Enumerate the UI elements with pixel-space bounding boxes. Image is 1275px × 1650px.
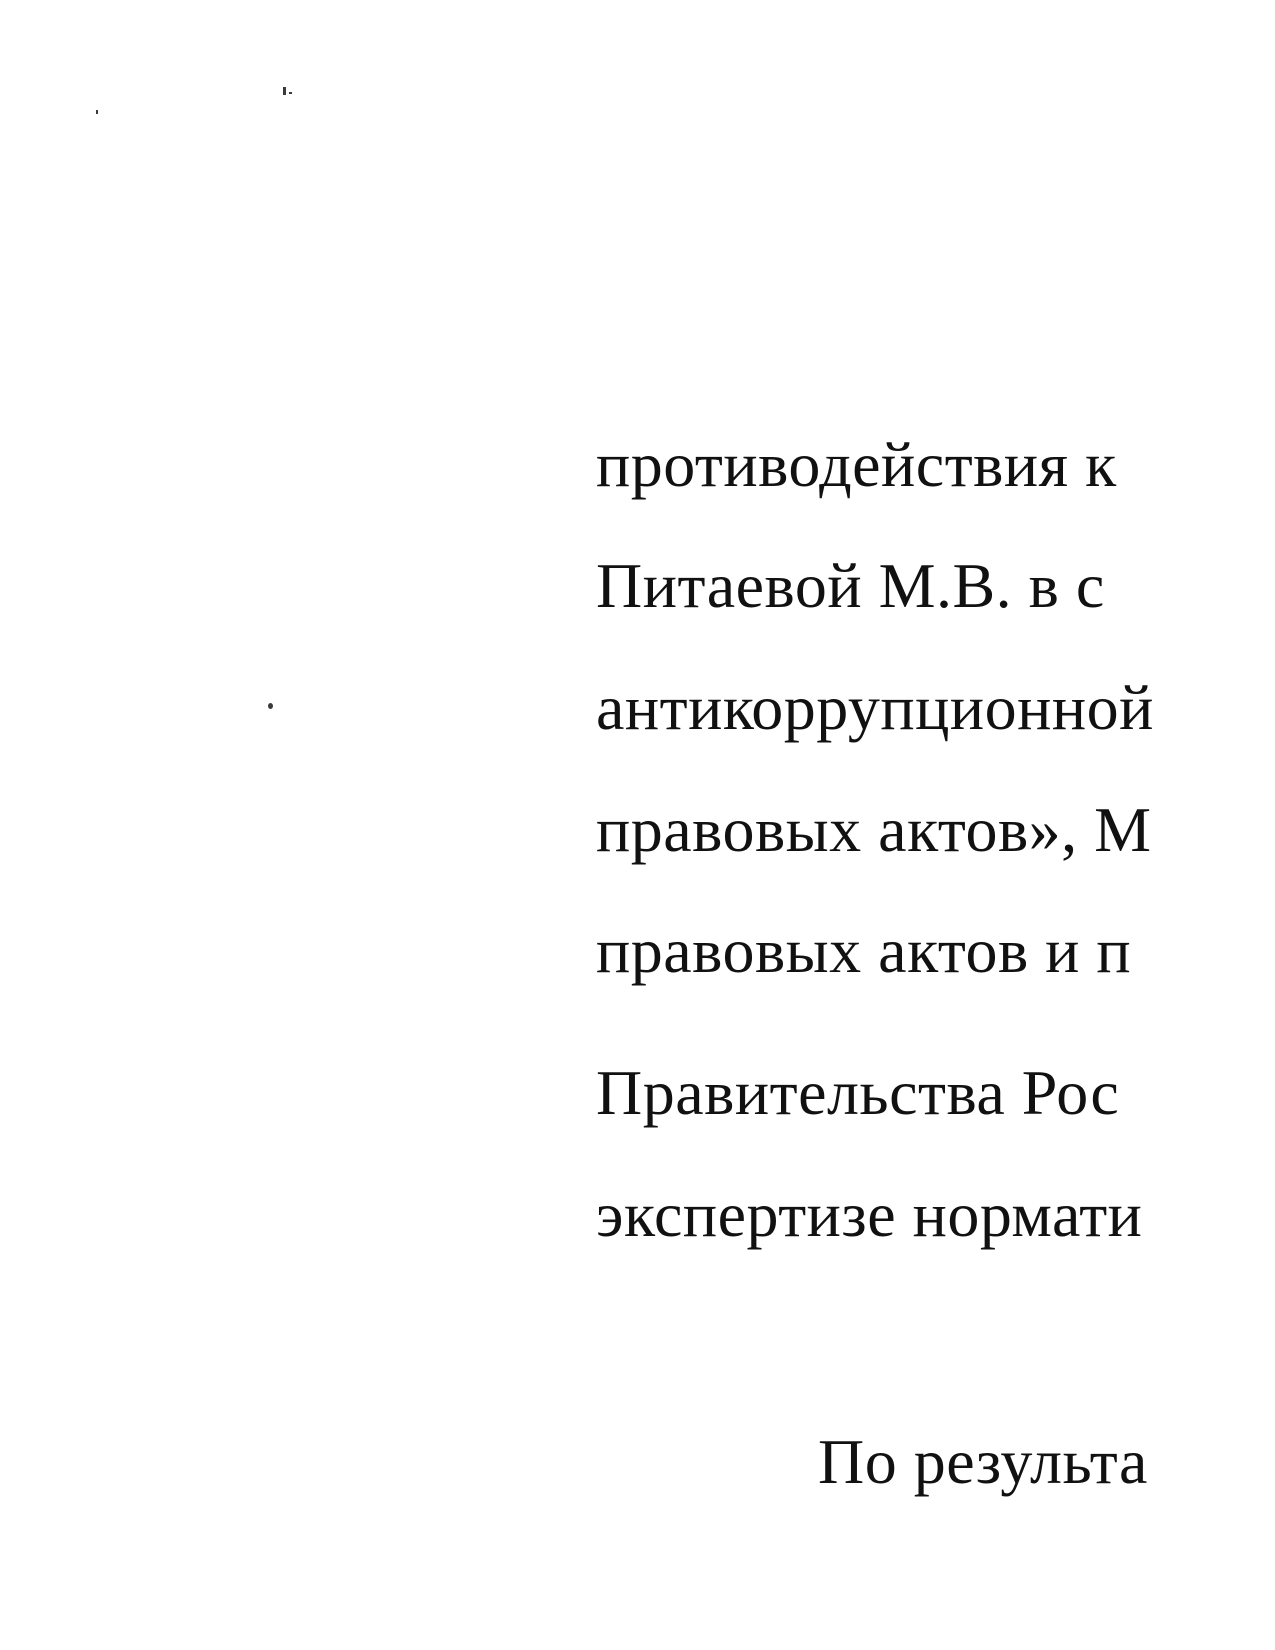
scan-speck [283, 87, 286, 95]
text-line: правовых актов и п [596, 915, 1132, 986]
text-line: противодействия к [596, 429, 1117, 500]
text-line: антикоррупционной [596, 672, 1154, 743]
text-line: экспертизе нормати [596, 1179, 1143, 1250]
scan-speck [268, 703, 273, 709]
scan-speck [289, 92, 292, 94]
text-line: Питаевой М.В. в с [596, 550, 1105, 621]
scan-speck [96, 110, 98, 114]
paragraph-start-line: По результа [818, 1426, 1148, 1497]
text-line: правовых актов», М [596, 794, 1152, 865]
text-line: Правительства Рос [596, 1057, 1120, 1128]
